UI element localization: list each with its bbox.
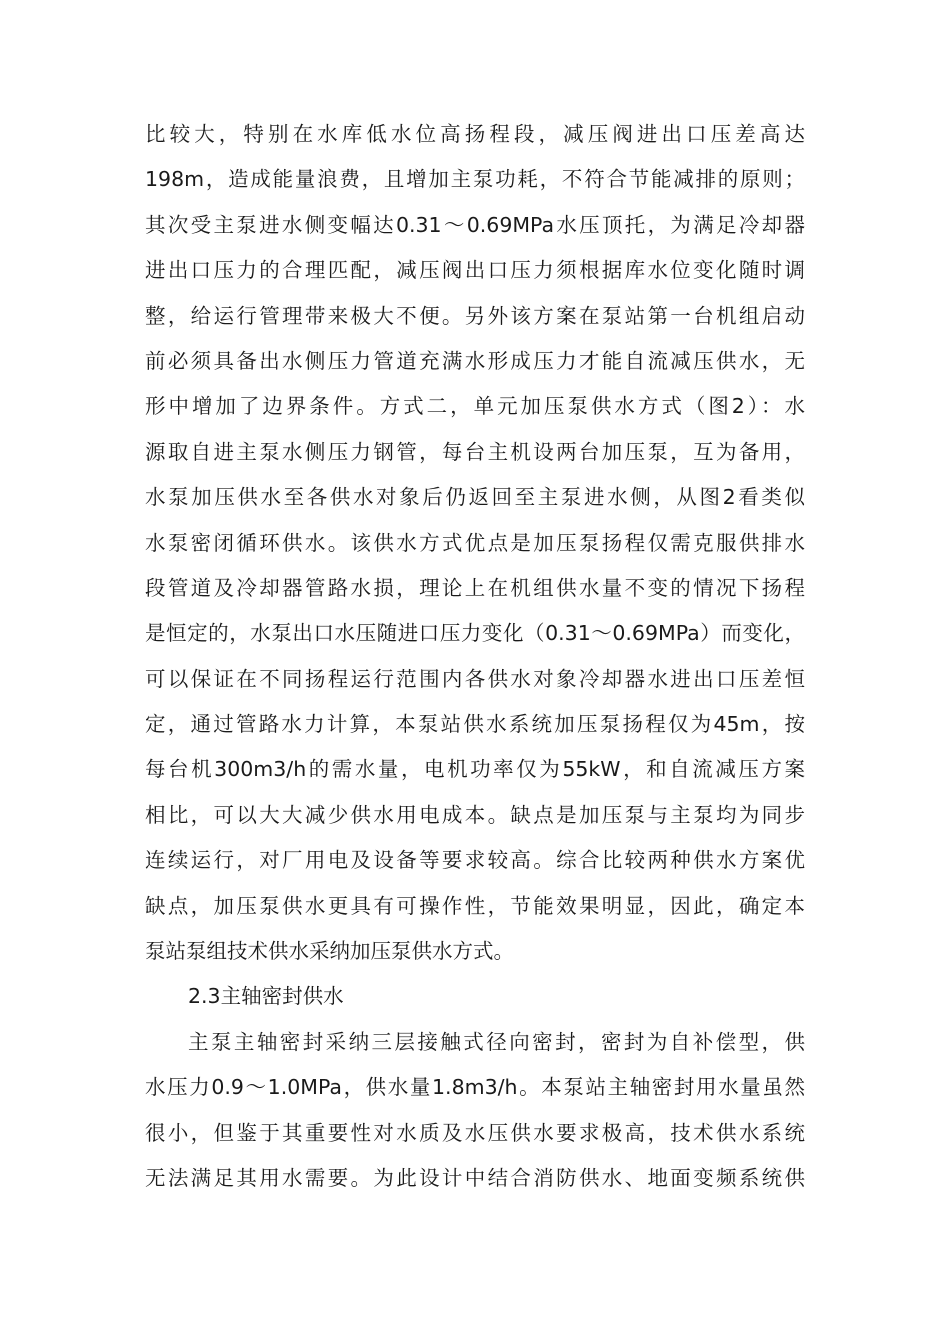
text-line: 缺点，加压泵供水更具有可操作性，节能效果明显，因此，确定本 [145,893,805,918]
text-line: 是恒定的，水泵出口水压随进口压力变化（0.31～0.69MPa）而变化， [145,621,805,646]
text-line: 水压力0.9～1.0MPa，供水量1.8m3/h。本泵站主轴密封用水量虽然 [145,1075,805,1100]
text-line: 相比，可以大大减少供水用电成本。缺点是加压泵与主泵均为同步 [145,802,805,827]
text-line: 连续运行，对厂用电及设备等要求较高。综合比较两种供水方案优 [145,848,805,873]
text-line-last: 泵站泵组技术供水采纳加压泵供水方式。 [145,939,514,964]
text-line: 进出口压力的合理匹配，减压阀出口压力须根据库水位变化随时调 [145,258,805,283]
text-line-first: 主泵主轴密封采纳三层接触式径向密封，密封为自补偿型，供 [188,1029,805,1054]
text-line: 定，通过管路水力计算，本泵站供水系统加压泵扬程仅为45m，按 [145,712,805,737]
document-body [145,112,805,1201]
text-line: 198m，造成能量浪费，且增加主泵功耗，不符合节能减排的原则； [145,167,805,192]
text-line: 可以保证在不同扬程运行范围内各供水对象冷却器水进出口压差恒 [145,666,805,691]
text-line: 其次受主泵进水侧变幅达0.31～0.69MPa水压顶托，为满足冷却器 [145,212,805,237]
text-line: 比较大，特别在水库低水位高扬程段，减压阀进出口压差高达 [145,122,805,146]
text-line: 无法满足其用水需要。为此设计中结合消防供水、地面变频系统供 [145,1165,805,1190]
text-line: 每台机300m3/h的需水量，电机功率仅为55kW，和自流减压方案 [145,757,805,782]
text-line: 形中增加了边界条件。方式二，单元加压泵供水方式（图2）：水 [145,394,805,419]
text-line: 段管道及冷却器管路水损，理论上在机组供水量不变的情况下扬程 [145,575,805,600]
text-line: 水泵加压供水至各供水对象后仍返回至主泵进水侧，从图2看类似 [145,485,805,510]
text-line: 前必须具备出水侧压力管道充满水形成压力才能自流减压供水，无 [145,348,805,373]
section-heading: 2.3主轴密封供水 [188,984,344,1009]
text-line: 源取自进主泵水侧压力钢管，每台主机设两台加压泵，互为备用， [145,439,805,464]
text-line: 整，给运行管理带来极大不便。另外该方案在泵站第一台机组启动 [145,303,805,328]
text-line: 水泵密闭循环供水。该供水方式优点是加压泵扬程仅需克服供排水 [145,530,805,555]
text-line: 很小，但鉴于其重要性对水质及水压供水要求极高，技术供水系统 [145,1120,805,1145]
